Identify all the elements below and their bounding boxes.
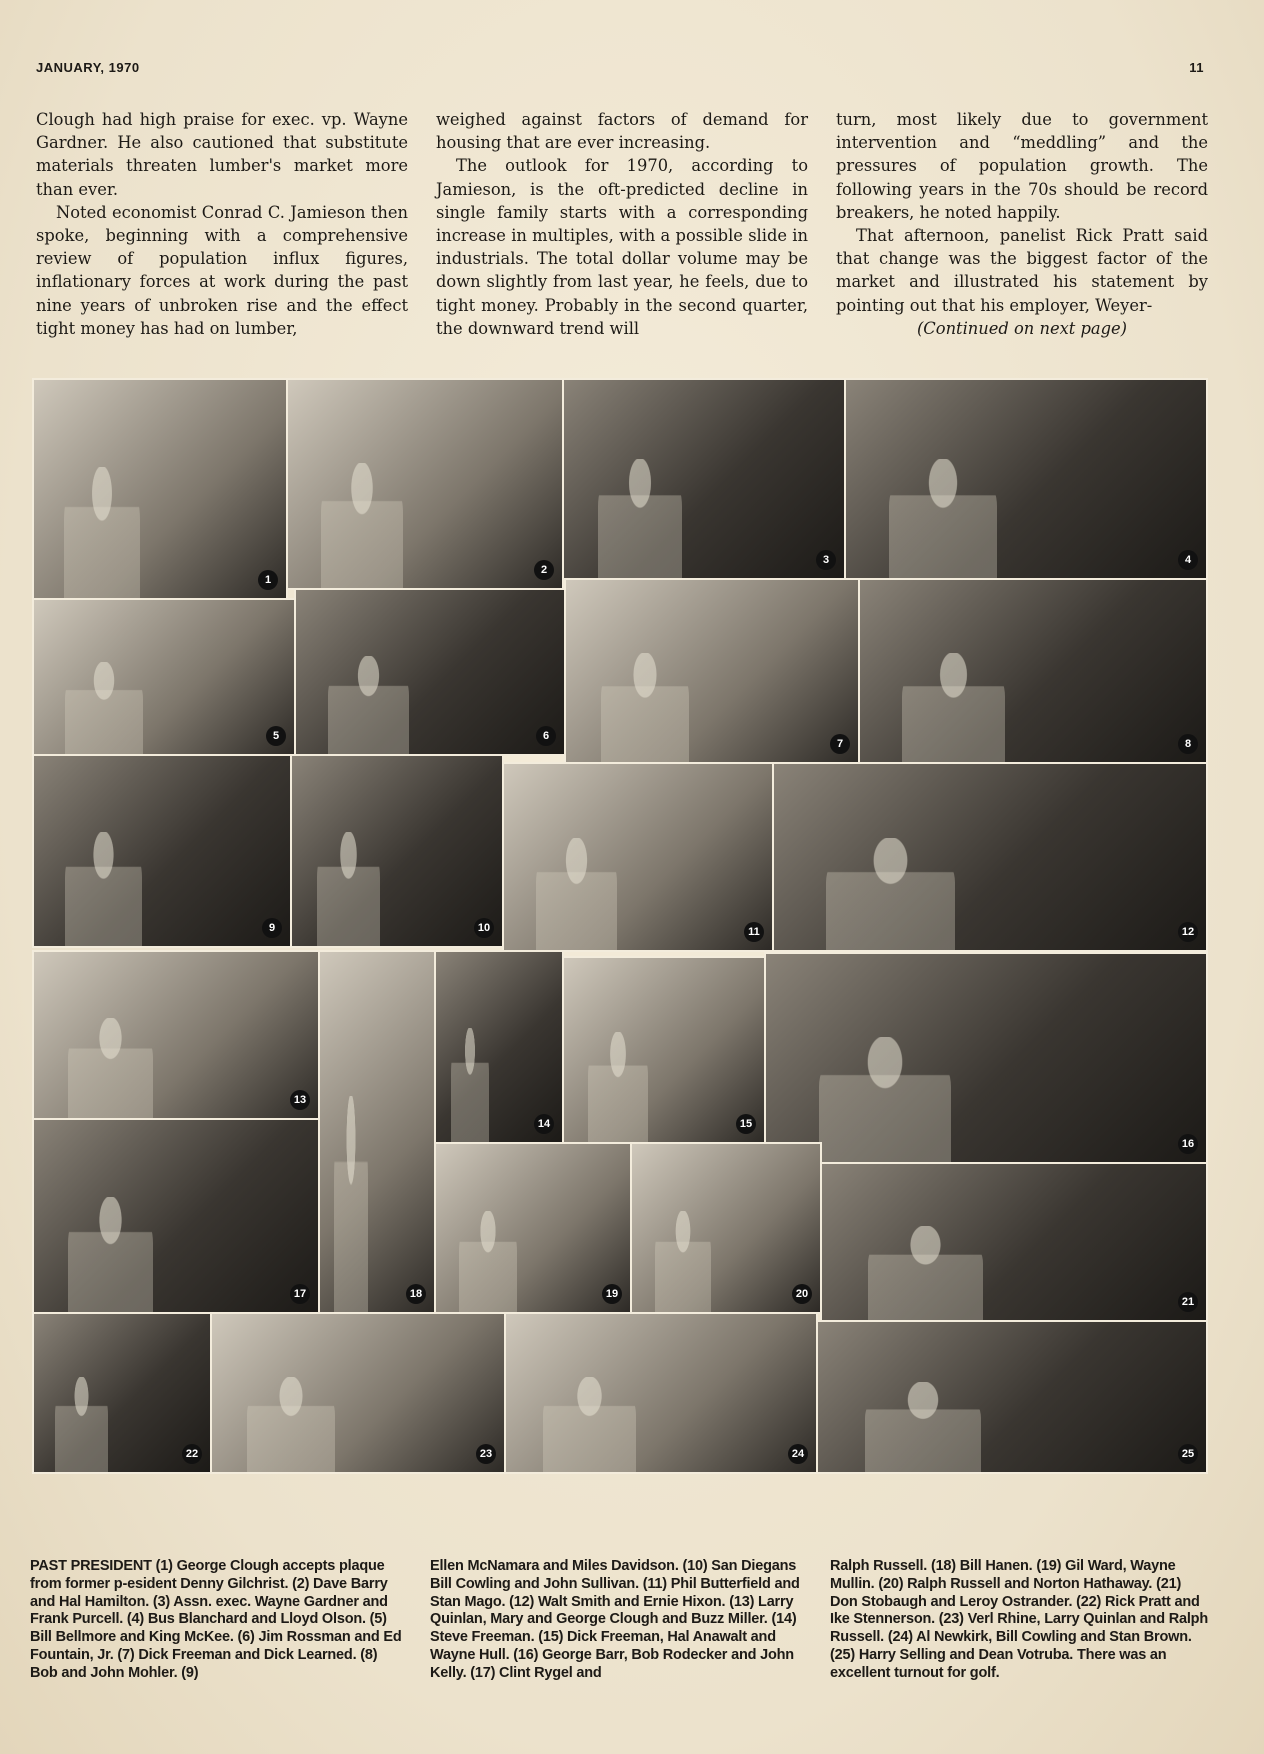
photo [504, 1312, 818, 1474]
photo [294, 588, 566, 756]
paragraph: That afternoon, panelist Rick Pratt said that change was the biggest factor of the market and illustrated his statement by pointing out that his employer, Weyer- [836, 226, 1208, 315]
photo [562, 956, 766, 1144]
caption-column-1 [30, 1558, 408, 1683]
photo-number: 2 [534, 560, 554, 580]
photo-number: 5 [266, 726, 286, 746]
photo-number: 23 [476, 1444, 496, 1464]
photo-number: 12 [1178, 922, 1198, 942]
continued-note: (Continued on next page) [916, 318, 1128, 338]
article-column-1 [36, 108, 408, 340]
paragraph: turn, most likely due to government intervention and “meddling” and the pressures of population growth. The following years in the 70s should be record breakers, he noted happily. [836, 110, 1208, 222]
caption-lead: PAST PRESIDENT [30, 1558, 152, 1574]
photo-number: 9 [262, 918, 282, 938]
photo-number: 20 [792, 1284, 812, 1304]
photo-number: 11 [744, 922, 764, 942]
photo [286, 378, 564, 590]
photo [844, 378, 1208, 580]
photo [318, 950, 436, 1314]
photo [210, 1312, 506, 1474]
photo-number: 6 [536, 726, 556, 746]
photo [434, 1142, 632, 1314]
photo-number: 8 [1178, 734, 1198, 754]
photo-number: 19 [602, 1284, 622, 1304]
photo-number: 3 [816, 550, 836, 570]
photo [630, 1142, 822, 1314]
photo [564, 578, 860, 764]
photo-number: 4 [1178, 550, 1198, 570]
photo [502, 762, 774, 952]
photo-number: 13 [290, 1090, 310, 1110]
caption-column-3: Ralph Russell. (18) Bill Hanen. (19) Gil Ward, Wayne Mullin. (20) Ralph Russell and Norton Hathaway. (21) Don Stobaugh and Leroy Ostrander. (22) Rick Pratt and Ike Stennerson. (23) Verl Rhine, Larry Quinlan and Ralph Russell. (24) Al Newkirk, Bill Cowling and Stan Brown. (25) Harry Selling and Dean Votruba. There was an excellent turnout for golf. [830, 1558, 1208, 1681]
photo [772, 762, 1208, 952]
photo [32, 950, 320, 1120]
photo [32, 754, 292, 948]
caption-text: (1) George Clough accepts plaque from former p-esident Denny Gilchrist. (2) Dave Barry and Hal Hamilton. (3) Assn. exec. Wayne Gardner and Frank Purcell. (4) Bus Blanchard and Lloyd Olson. (5) Bill Bellmore and King McKee. (6) Jim Rossman and Ed Fountain, Jr. (7) Dick Freeman and Dick Learned. (8) Bob and John Mohler. (9) [30, 1558, 402, 1681]
paragraph: weighed against factors of demand for housing that are ever increasing. [436, 110, 808, 153]
article-column-3 [836, 108, 1208, 340]
photo [32, 378, 288, 600]
page-header [36, 60, 1204, 80]
photo-number: 18 [406, 1284, 426, 1304]
photo-number: 1 [258, 570, 278, 590]
paragraph: Clough had high praise for exec. vp. Wayne Gardner. He also cautioned that substitute materials threaten lumber's market more than ever. [36, 110, 408, 199]
photo-number: 16 [1178, 1134, 1198, 1154]
photo-number: 10 [474, 918, 494, 938]
page-number: 11 [1189, 60, 1204, 75]
photo-caption [30, 1558, 1208, 1688]
photo-number: 22 [182, 1444, 202, 1464]
photo [816, 1320, 1208, 1474]
photo-number: 7 [830, 734, 850, 754]
photo [820, 1162, 1208, 1322]
photo [858, 578, 1208, 764]
article-column-2 [436, 108, 808, 340]
photo-number: 25 [1178, 1444, 1198, 1464]
photo-number: 24 [788, 1444, 808, 1464]
photo [32, 598, 296, 756]
issue-date: JANUARY, 1970 [36, 60, 140, 75]
paragraph: Noted economist Conrad C. Jamieson then spoke, beginning with a comprehensive review of population influx figures, inflationary forces at work during the past nine years of unbroken rise and the effect tight money has had on lumber, [36, 202, 408, 338]
photo [290, 754, 504, 948]
article-text [36, 108, 1208, 348]
photo-number: 21 [1178, 1292, 1198, 1312]
photo [562, 378, 846, 580]
photo-number: 15 [736, 1114, 756, 1134]
caption-column-2: Ellen McNamara and Miles Davidson. (10) San Diegans Bill Cowling and John Sullivan. (11) Phil Butterfield and Stan Mago. (12) Walt Smith and Ernie Hixon. (13) Larry Quinlan, Mary and George Clough and Buzz Miller. (14) Steve Freeman. (15) Dick Freeman, Hal Anawalt and Wayne Hull. (16) George Barr, Bob Rodecker and John Kelly. (17) Clint Rygel and [430, 1558, 800, 1681]
photo-number: 17 [290, 1284, 310, 1304]
photo-number: 14 [534, 1114, 554, 1134]
photo [32, 1312, 212, 1474]
photo-collage [32, 378, 1208, 1540]
photo [764, 952, 1208, 1164]
photo [32, 1118, 320, 1314]
paragraph: The outlook for 1970, according to Jamieson, is the oft-predicted decline in single family starts with a corresponding increase in multiples, with a possible slide in industrials. The total dollar volume may be down slightly from last year, he feels, due to tight money. Probably in the second quarter, the downward trend will [436, 156, 808, 338]
photo [434, 950, 564, 1144]
